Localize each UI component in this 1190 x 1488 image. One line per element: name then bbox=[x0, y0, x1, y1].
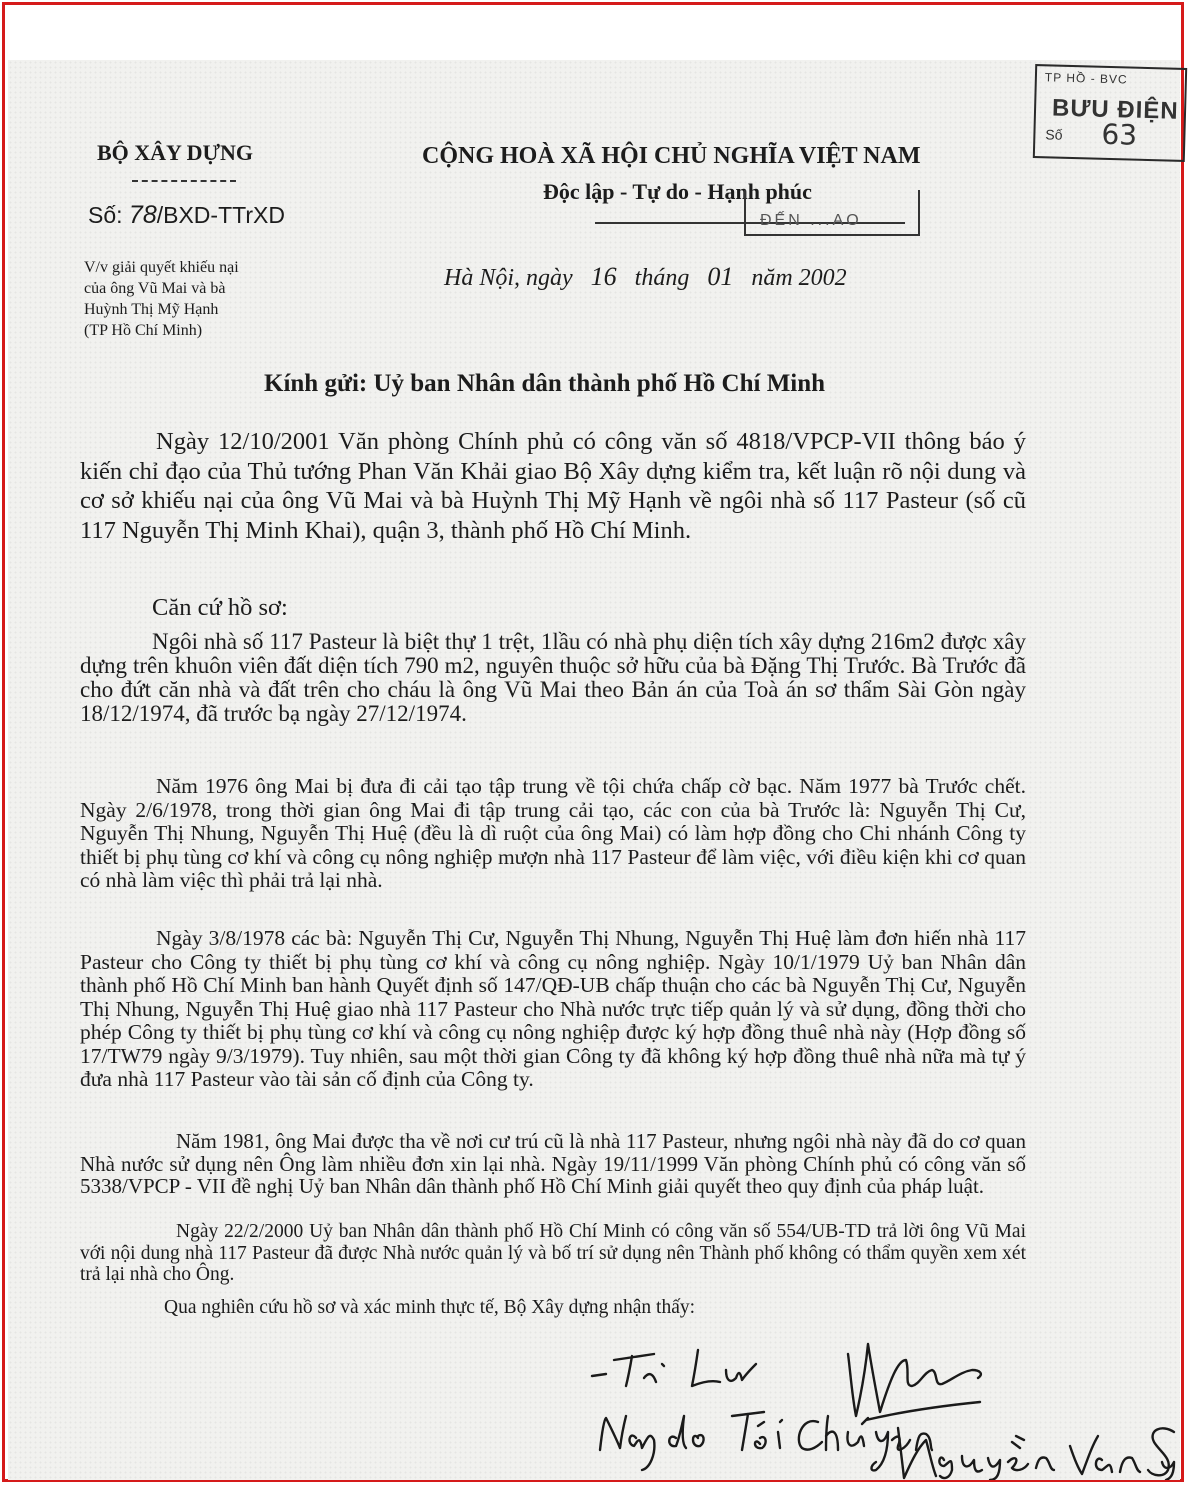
subject-line: Huỳnh Thị Mỹ Hạnh bbox=[84, 301, 219, 318]
body-paragraph-5: Ngày 3/8/1978 các bà: Nguyễn Thị Cư, Nguyễn Thị Nhung, Nguyễn Thị Huệ làm đơn hiến nhà 117 Pasteur cho Công ty thiết bị phụ tùng cơ khí và công cụ nông nghiệp. Ngày 10/1/1979 Uỷ ban Nhân dân thành phố Hồ Chí Minh ban hành Quyết định số 147/QĐ-UB chấp thuận cho các bà Nguyễn Thị Cư, Nguyễn Thị Nhung, Nguyễn Thị Huệ giao nhà 117 Pasteur cho Nhà nước trực tiếp quản lý và sử dụng, đồng thời cho phép Công ty thiết bị phụ tùng cơ khí và công cụ nông nghiệp được ký hợp đồng thuê nhà này (Hợp đồng số 17/TW79 ngày 9/3/1979). Tuy nhiên, sau một thời gian Công ty đã không ký hợp đồng thuê nhà nữa mà tự ý đưa nhà 117 Pasteur vào tài sản cố định của Công ty. bbox=[80, 926, 1026, 1091]
body-paragraph-7: Ngày 22/2/2000 Uỷ ban Nhân dân thành phố Hồ Chí Minh có công văn số 554/UB-TD trả lời ông Vũ Mai với nội dung nhà 117 Pasteur đã được Nhà nước quản lý và bố trí sử dụng nên Thành phố không có thẩm quyền xem xét trả lại nhà cho Ông. bbox=[80, 1221, 1026, 1285]
handwriting-svg bbox=[580, 1320, 1180, 1480]
subject-line: (TP Hồ Chí Minh) bbox=[84, 322, 203, 339]
received-stamp-text: ĐẾN ...AO bbox=[760, 212, 862, 229]
issuing-organization: BỘ XÂY DỰNG bbox=[97, 140, 254, 165]
date-place: Hà Nội, ngày bbox=[444, 265, 573, 291]
stamp-line-1: TP HỒ - BVC bbox=[1044, 70, 1128, 87]
nation-motto: Độc lập - Tự do - Hạnh phúc bbox=[543, 179, 812, 204]
date-day: 16 bbox=[590, 262, 617, 291]
document-number bbox=[88, 201, 285, 230]
date-year: năm 2002 bbox=[751, 265, 847, 291]
subject-line: của ông Vũ Mai và bà bbox=[84, 280, 226, 297]
body-paragraph-8: Qua nghiên cứu hồ sơ và xác minh thực tế, Bộ Xây dựng nhận thấy: bbox=[164, 1297, 696, 1318]
date-line bbox=[444, 262, 847, 292]
org-underline bbox=[132, 180, 236, 182]
date-month: 01 bbox=[707, 262, 734, 291]
date-month-word: tháng bbox=[634, 265, 690, 291]
handwritten-note-signature bbox=[580, 1320, 1180, 1480]
number-prefix: Số: bbox=[88, 202, 123, 228]
postal-stamp bbox=[1033, 64, 1187, 162]
number-handwritten: 78 bbox=[128, 201, 157, 229]
stamp-line-2: BƯU ĐIỆN bbox=[1051, 94, 1180, 125]
body-paragraph-3: Ngôi nhà số 117 Pasteur là biệt thự 1 trệt, 1lầu có nhà phụ diện tích xây dựng 216m2 được xây dựng trên khuôn viên đất diện tích 790 m2, nguyên thuộc sở hữu của bà Đặng Thị Trước. Bà Trước đã cho đứt căn nhà và đất trên cho cháu là ông Vũ Mai theo Bản án của Toà án sơ thẩm Sài Gòn ngày 18/12/1974, đã trước bạ ngày 27/12/1974. bbox=[80, 629, 1026, 726]
number-suffix: /BXD-TTrXD bbox=[156, 202, 285, 228]
body-paragraph-1: Ngày 12/10/2001 Văn phòng Chính phủ có công văn số 4818/VPCP-VII thông báo ý kiến chỉ đạo của Thủ tướng Phan Văn Khải giao Bộ Xây dựng kiểm tra, kết luận rõ nội dung và cơ sở khiếu nại của ông Vũ Mai và bà Huỳnh Thị Mỹ Hạnh về ngôi nhà số 117 Pasteur (số cũ 117 Nguyễn Thị Minh Khai), quận 3, thành phố Hồ Chí Minh. bbox=[80, 428, 1026, 544]
stamp-line-3: Số bbox=[1045, 126, 1063, 143]
body-paragraph-2: Căn cứ hồ sơ: bbox=[152, 594, 288, 621]
salutation: Kính gửi: Uỷ ban Nhân dân thành phố Hồ Chí Minh bbox=[264, 370, 826, 397]
stamp-number: 63 bbox=[1101, 117, 1138, 152]
nation-title: CỘNG HOÀ XÃ HỘI CHỦ NGHĨA VIỆT NAM bbox=[422, 143, 921, 169]
subject-block bbox=[84, 257, 239, 341]
body-paragraph-4: Năm 1976 ông Mai bị đưa đi cải tạo tập trung về tội chứa chấp cờ bạc. Năm 1977 bà Trước chết. Ngày 2/6/1978, trong thời gian ông Mai đi tập trung cải tạo, các con của bà Trước là: Nguyễn Thị Cư, Nguyễn Thị Nhung, Nguyễn Thị Huệ (đều là dì ruột của ông Mai) có làm hợp đồng cho Chi nhánh Công ty thiết bị phụ tùng cơ khí và công cụ nông nghiệp mượn nhà 117 Pasteur để làm việc, với điều kiện khi cơ quan có nhà làm việc thì phải trả lại nhà. bbox=[80, 774, 1026, 892]
subject-line: V/v giải quyết khiếu nại bbox=[84, 259, 239, 276]
body-paragraph-6: Năm 1981, ông Mai được tha về nơi cư trú cũ là nhà 117 Pasteur, nhưng ngôi nhà này đã do cơ quan Nhà nước sử dụng nên Ông làm nhiều đơn xin lại nhà. Ngày 19/11/1999 Văn phòng Chính phủ có công văn số 5338/VPCP - VII đề nghị Uỷ ban Nhân dân thành phố Hồ Chí Minh giải quyết theo quy định của pháp luật. bbox=[80, 1129, 1026, 1198]
